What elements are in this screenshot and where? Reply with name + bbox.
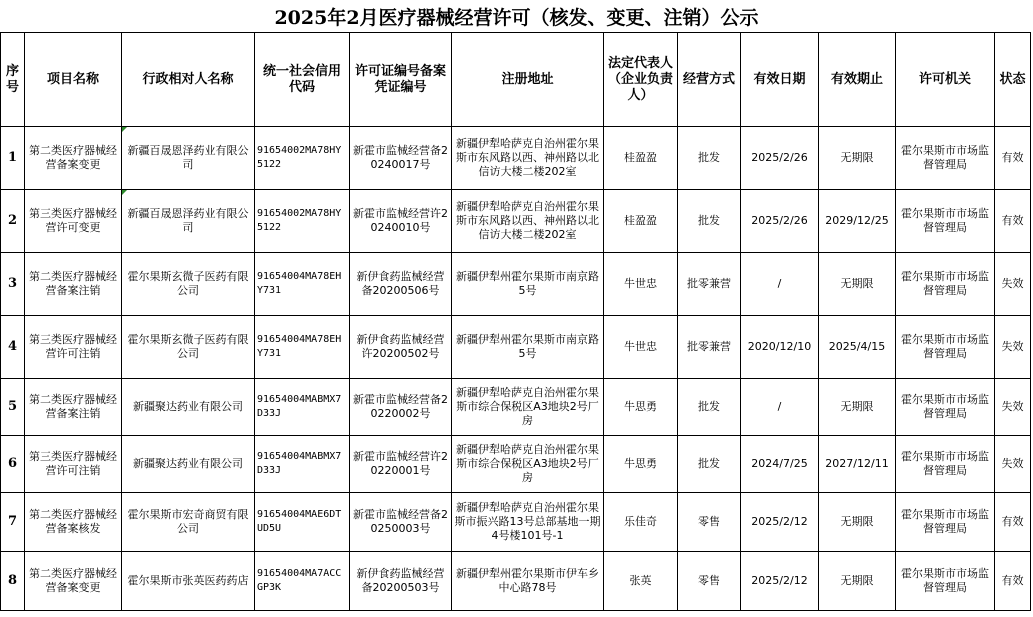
cell-authority: 霍尔果斯市市场监督管理局	[896, 552, 995, 611]
cell-license: 新霍市监械经营备20220002号	[350, 379, 452, 436]
cell-address: 新疆伊犁州霍尔果斯市南京路5号	[452, 316, 604, 379]
header-license-no: 许可证编号备案凭证编号	[350, 33, 452, 127]
cell-person: 牛思勇	[604, 379, 678, 436]
cell-mode: 批零兼营	[678, 316, 741, 379]
cell-code: 91654004MABMX7D33J	[255, 436, 350, 493]
cell-no: 6	[1, 436, 25, 493]
cell-authority: 霍尔果斯市市场监督管理局	[896, 379, 995, 436]
cell-code: 91654002MA78HY5122	[255, 127, 350, 190]
cell-start: 2020/12/10	[741, 316, 819, 379]
cell-address: 新疆伊犁哈萨克自治州霍尔果斯市振兴路13号总部基地一期4号楼101号-1	[452, 493, 604, 552]
cell-authority: 霍尔果斯市市场监督管理局	[896, 190, 995, 253]
cell-end: 无期限	[819, 552, 896, 611]
table-row	[1, 253, 1031, 316]
cell-name: 霍尔果斯玄微子医药有限公司	[122, 253, 255, 316]
table-row	[1, 190, 1031, 253]
cell-authority: 霍尔果斯市市场监督管理局	[896, 127, 995, 190]
cell-status: 失效	[995, 253, 1031, 316]
header-status: 状态	[995, 33, 1031, 127]
table-row	[1, 316, 1031, 379]
table-row	[1, 552, 1031, 611]
cell-end: 2027/12/11	[819, 436, 896, 493]
header-legal-rep: 法定代表人（企业负责人）	[604, 33, 678, 127]
cell-license: 新霍市监械经营许20220001号	[350, 436, 452, 493]
cell-mode: 批发	[678, 190, 741, 253]
cell-person: 桂盈盈	[604, 190, 678, 253]
table-row	[1, 379, 1031, 436]
cell-authority: 霍尔果斯市市场监督管理局	[896, 436, 995, 493]
cell-mode: 零售	[678, 552, 741, 611]
cell-address: 新疆伊犁哈萨克自治州霍尔果斯市东风路以西、神州路以北信访大楼二楼202室	[452, 190, 604, 253]
cell-name: 霍尔果斯玄微子医药有限公司	[122, 316, 255, 379]
cell-address: 新疆伊犁哈萨克自治州霍尔果斯市综合保税区A3地块2号厂房	[452, 436, 604, 493]
header-authority: 许可机关	[896, 33, 995, 127]
cell-status: 失效	[995, 436, 1031, 493]
cell-mode: 批零兼营	[678, 253, 741, 316]
cell-person: 牛世忠	[604, 253, 678, 316]
cell-status: 有效	[995, 127, 1031, 190]
cell-mode: 批发	[678, 379, 741, 436]
cell-status: 有效	[995, 190, 1031, 253]
cell-code: 91654004MAE6DTUD5U	[255, 493, 350, 552]
cell-start: 2024/7/25	[741, 436, 819, 493]
cell-code: 91654004MA7ACCGP3K	[255, 552, 350, 611]
cell-name: 新疆聚达药业有限公司	[122, 379, 255, 436]
cell-start: 2025/2/26	[741, 127, 819, 190]
cell-start: 2025/2/12	[741, 493, 819, 552]
cell-start: /	[741, 379, 819, 436]
cell-license: 新伊食药监械经营许20200502号	[350, 316, 452, 379]
cell-end: 2025/4/15	[819, 316, 896, 379]
cell-no: 8	[1, 552, 25, 611]
cell-no: 4	[1, 316, 25, 379]
cell-authority: 霍尔果斯市市场监督管理局	[896, 253, 995, 316]
cell-license: 新伊食药监械经营备20200503号	[350, 552, 452, 611]
cell-project: 第二类医疗器械经营备案变更	[25, 552, 122, 611]
cell-status: 有效	[995, 552, 1031, 611]
header-name: 行政相对人名称	[122, 33, 255, 127]
cell-end: 无期限	[819, 127, 896, 190]
cell-mode: 零售	[678, 493, 741, 552]
cell-person: 桂盈盈	[604, 127, 678, 190]
cell-start: 2025/2/12	[741, 552, 819, 611]
cell-project: 第三类医疗器械经营许可注销	[25, 316, 122, 379]
cell-person: 牛思勇	[604, 436, 678, 493]
cell-code: 91654004MA78EHY731	[255, 316, 350, 379]
cell-no: 5	[1, 379, 25, 436]
cell-no: 2	[1, 190, 25, 253]
cell-address: 新疆伊犁州霍尔果斯市伊车乡中心路78号	[452, 552, 604, 611]
cell-name: 霍尔果斯市宏奇商贸有限公司	[122, 493, 255, 552]
cell-end: 无期限	[819, 253, 896, 316]
cell-start: 2025/2/26	[741, 190, 819, 253]
cell-project: 第三类医疗器械经营许可注销	[25, 436, 122, 493]
license-table	[0, 32, 1031, 611]
table-header	[1, 33, 1031, 127]
header-credit-code: 统一社会信用代码	[255, 33, 350, 127]
cell-no: 1	[1, 127, 25, 190]
cell-license: 新霍市监械经营许20240010号	[350, 190, 452, 253]
header-mode: 经营方式	[678, 33, 741, 127]
cell-status: 失效	[995, 379, 1031, 436]
cell-name: 新疆聚达药业有限公司	[122, 436, 255, 493]
cell-person: 牛世忠	[604, 316, 678, 379]
cell-license: 新伊食药监械经营备20200506号	[350, 253, 452, 316]
page-title: 2025年2月医疗器械经营许可（核发、变更、注销）公示	[274, 6, 759, 29]
cell-project: 第三类医疗器械经营许可变更	[25, 190, 122, 253]
cell-project: 第二类医疗器械经营备案核发	[25, 493, 122, 552]
cell-no: 7	[1, 493, 25, 552]
cell-project: 第二类医疗器械经营备案变更	[25, 127, 122, 190]
table-body	[1, 127, 1031, 611]
cell-name: 新疆百晟恩泽药业有限公司	[122, 127, 255, 190]
cell-license: 新霍市监械经营备20240017号	[350, 127, 452, 190]
header-project: 项目名称	[25, 33, 122, 127]
cell-end: 2029/12/25	[819, 190, 896, 253]
cell-code: 91654002MA78HY5122	[255, 190, 350, 253]
cell-person: 乐佳奇	[604, 493, 678, 552]
cell-no: 3	[1, 253, 25, 316]
table-row	[1, 127, 1031, 190]
header-start-date: 有效日期	[741, 33, 819, 127]
cell-address: 新疆伊犁哈萨克自治州霍尔果斯市综合保税区A3地块2号厂房	[452, 379, 604, 436]
cell-status: 失效	[995, 316, 1031, 379]
cell-name: 霍尔果斯市张英医药药店	[122, 552, 255, 611]
header-address: 注册地址	[452, 33, 604, 127]
header-seq: 序号	[1, 33, 25, 127]
cell-license: 新霍市监械经营备20250003号	[350, 493, 452, 552]
cell-code: 91654004MA78EHY731	[255, 253, 350, 316]
cell-authority: 霍尔果斯市市场监督管理局	[896, 493, 995, 552]
cell-name: 新疆百晟恩泽药业有限公司	[122, 190, 255, 253]
cell-authority: 霍尔果斯市市场监督管理局	[896, 316, 995, 379]
cell-end: 无期限	[819, 493, 896, 552]
cell-mode: 批发	[678, 127, 741, 190]
cell-address: 新疆伊犁州霍尔果斯市南京路5号	[452, 253, 604, 316]
cell-address: 新疆伊犁哈萨克自治州霍尔果斯市东风路以西、神州路以北信访大楼二楼202室	[452, 127, 604, 190]
table-row	[1, 436, 1031, 493]
cell-end: 无期限	[819, 379, 896, 436]
cell-project: 第二类医疗器械经营备案注销	[25, 379, 122, 436]
header-end-date: 有效期止	[819, 33, 896, 127]
cell-person: 张英	[604, 552, 678, 611]
cell-project: 第二类医疗器械经营备案注销	[25, 253, 122, 316]
cell-status: 有效	[995, 493, 1031, 552]
cell-code: 91654004MABMX7D33J	[255, 379, 350, 436]
cell-mode: 批发	[678, 436, 741, 493]
table-row	[1, 493, 1031, 552]
cell-start: /	[741, 253, 819, 316]
